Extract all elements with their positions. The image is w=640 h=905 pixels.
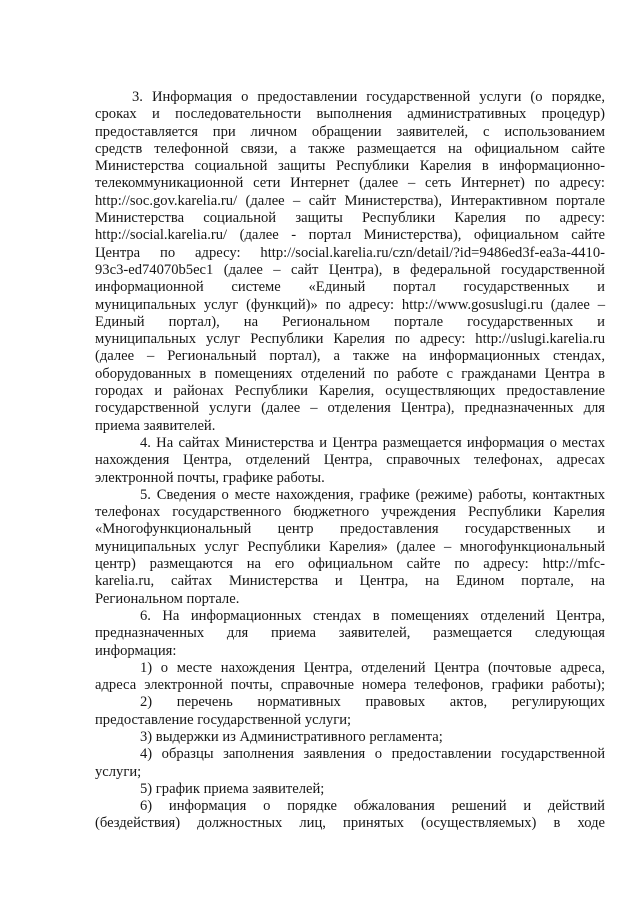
text-line: (далее – Региональный портал), а также на информационных стендах, — [95, 348, 605, 365]
text-line: 93c3-ed74070b5ec1 (далее – сайт Центра), в федеральной государственной — [95, 261, 605, 278]
text-line: муниципальных услуг (функций)» по адресу: http://www.gosuslugi.ru (далее – — [95, 296, 605, 313]
text-line: информационной системе «Единый портал государственных и — [95, 279, 605, 296]
text-line: государственной услуги (далее – отделения Центра), предназначенных для — [95, 400, 605, 417]
text-line: Министерства социальной защиты Республики Карелия в информационно- — [95, 158, 605, 175]
text-line: адреса электронной почты, справочные номера телефонов, графики работы); — [95, 677, 605, 694]
text-line: средств телефонной связи, а также размещается на официальном сайте — [95, 140, 605, 157]
text-line: предоставление государственной услуги; — [95, 711, 352, 728]
text-line: http://soc.gov.karelia.ru/ (далее – сайт Министерства), Интерактивном портале — [95, 192, 605, 209]
text-line: нахождения Центра, отделений Центра, справочных телефонах, адресах — [95, 452, 605, 469]
text-line: телефонах государственного бюджетного учреждения Республики Карелия — [95, 504, 605, 521]
text-line: предоставляется при личном обращении заявителей, с использованием — [95, 123, 605, 140]
text-line: http://social.karelia.ru/ (далее - портал Министерства), официальном сайте — [95, 227, 605, 244]
text-line: услуги; — [95, 763, 142, 780]
text-line: 5. Сведения о месте нахождения, графике (режиме) работы, контактных — [140, 486, 605, 503]
text-line: 3) выдержки из Административного регламента; — [140, 728, 443, 745]
text-line: предназначенных для приема заявителей, размещается следующая — [95, 625, 605, 642]
text-line: 6) информация о порядке обжалования решений и действий — [140, 798, 605, 815]
document-body — [95, 89, 605, 833]
text-line: 6. На информационных стендах в помещениях отделений Центра, — [140, 607, 605, 624]
text-line: 3. Информация о предоставлении государственной услуги (о порядке, — [132, 89, 605, 105]
text-line: Министерства социальной защиты Республики Карелия по адресу: — [95, 210, 605, 227]
text-line: информация: — [95, 642, 177, 659]
text-line: приема заявителей. — [95, 417, 216, 434]
text-line: 1) о месте нахождения Центра, отделений Центра (почтовые адреса, — [140, 659, 605, 676]
text-line: муниципальных услуг Республики Карелия по адресу: http://uslugi.karelia.ru — [95, 331, 605, 348]
text-line: 4. На сайтах Министерства и Центра размещается информация о местах — [140, 434, 605, 451]
text-line: 2) перечень нормативных правовых актов, регулирующих — [140, 694, 605, 711]
text-line: центр) размещаются на его официальном сайте по адресу: http://mfc- — [95, 556, 605, 573]
text-line: Центра по адресу: http://social.karelia.ru/czn/detail/?id=9486ed3f-ea3a-4410- — [95, 244, 605, 261]
text-line: (бездействия) должностных лиц, принятых (осуществляемых) в ходе — [95, 815, 605, 832]
text-line: 5) график приема заявителей; — [140, 780, 325, 797]
text-line: Региональном портале. — [95, 590, 240, 607]
text-line: электронной почты, графике работы. — [95, 469, 325, 486]
text-line: городах и районах Республики Карелия, осуществляющих предоставление — [95, 383, 605, 400]
text-line: телекоммуникационной сети Интернет (далее – сеть Интернет) по адресу: — [95, 175, 605, 192]
text-line: сроках и последовательности выполнения административных процедур) — [95, 106, 605, 123]
text-line: оборудованных в помещениях отделений по работе с гражданами Центра в — [95, 365, 605, 382]
text-line: «Многофункциональный центр предоставления государственных и — [95, 521, 605, 538]
text-line: муниципальных услуг Республики Карелия» (далее – многофункциональный — [95, 538, 605, 555]
text-line: karelia.ru, сайтах Министерства и Центра, на Едином портале, на — [95, 573, 605, 590]
text-line: Единый портал), на Региональном портале государственных и — [95, 313, 605, 330]
text-line: 4) образцы заполнения заявления о предоставлении государственной — [140, 746, 605, 763]
